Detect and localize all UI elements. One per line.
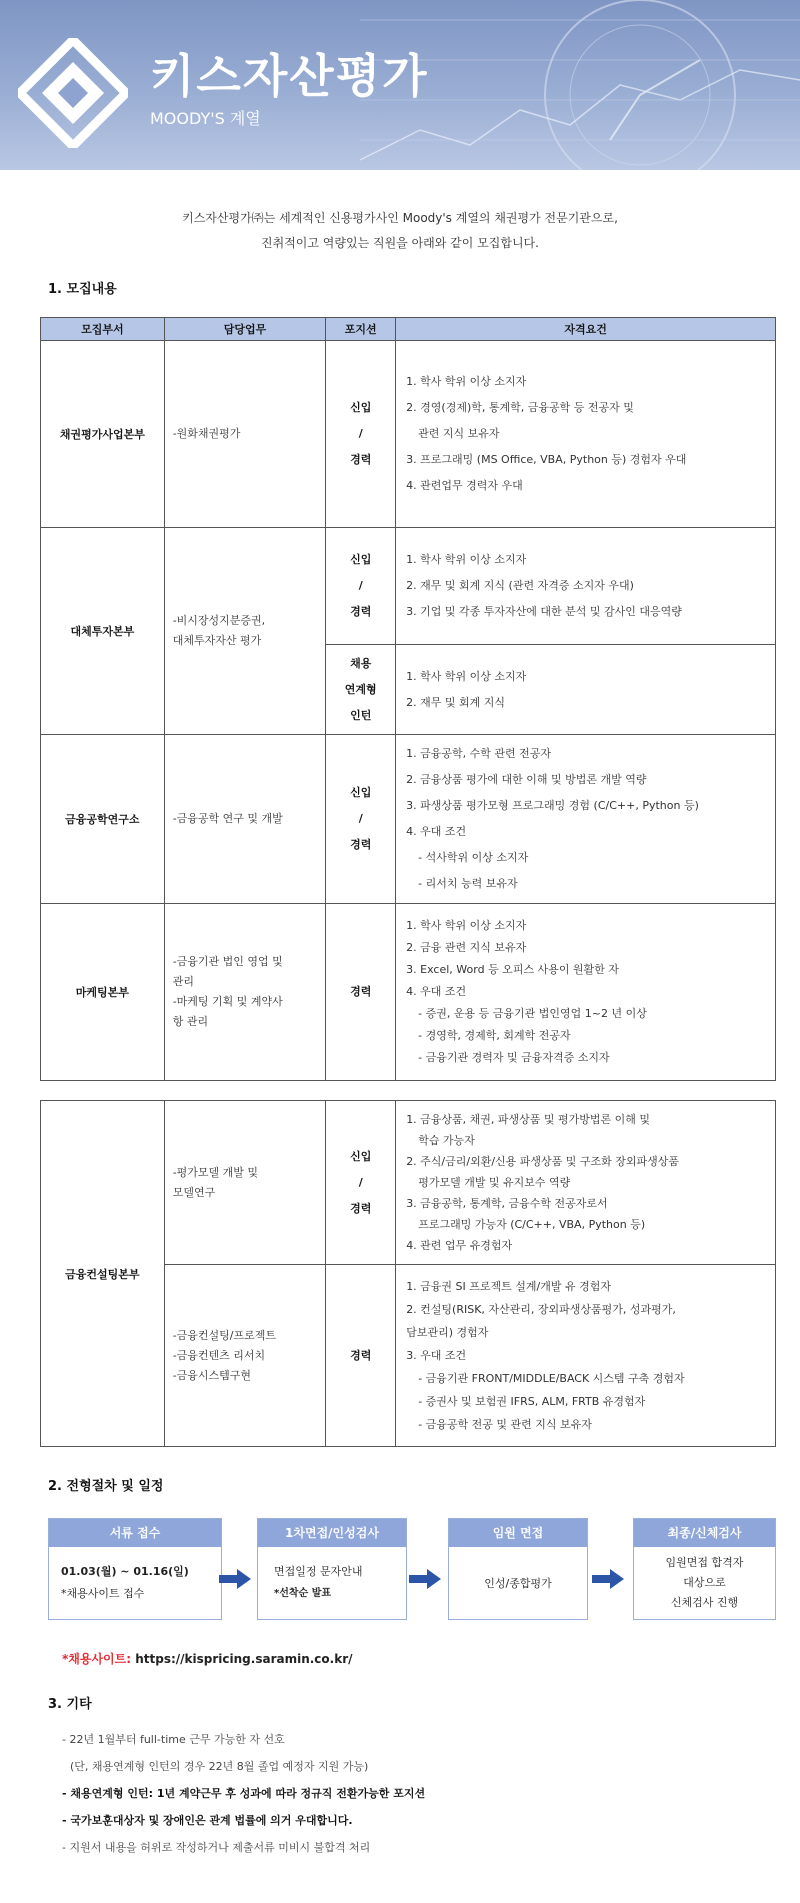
duty-line: -금융기관 법인 영업 및 <box>172 955 283 968</box>
requirement-line: - 금융기관 FRONT/MIDDLE/BACK 시스템 구축 경험자 <box>418 1372 685 1385</box>
recruitment-table <box>40 317 776 1081</box>
table-header-row <box>41 318 776 341</box>
duty-line: -금융컨설팅/프로젝트 <box>172 1328 277 1342</box>
dept-duty: -원화채권평가 <box>164 341 326 528</box>
requirement-line: 1. 금융상품, 채권, 파생상품 및 평가방법론 이해 및 <box>406 1113 651 1126</box>
requirements <box>396 341 776 528</box>
requirements <box>396 528 776 645</box>
step-line: 01.03(월) ~ 01.16(일) <box>61 1565 189 1578</box>
step-body <box>634 1547 775 1619</box>
requirement-line: 2. 금융상품 평가에 대한 이해 및 방법론 개발 역량 <box>406 773 647 786</box>
section-title-etc: 3. 기타 <box>48 1697 92 1712</box>
dept-duty <box>164 1265 326 1447</box>
table-row <box>41 735 776 904</box>
arrow-right-icon <box>215 1568 255 1590</box>
dept-duty <box>164 904 326 1081</box>
position-line: / <box>358 812 363 825</box>
position-line: 인턴 <box>350 708 372 722</box>
requirement-line: 학습 가능자 <box>418 1134 475 1147</box>
position-type <box>326 735 396 904</box>
step-line: 대상으로 <box>683 1576 726 1589</box>
position-line: / <box>358 427 363 440</box>
duty-line: -비시장성지분증권, <box>172 614 266 627</box>
position-line: 경력 <box>350 1201 372 1215</box>
requirement-line: 3. 우대 조건 <box>406 1349 467 1362</box>
requirement-line: - 금융공학 전공 및 관련 지식 보유자 <box>418 1418 592 1431</box>
step-line: *채용사이트 접수 <box>61 1587 145 1600</box>
requirement-line: 3. 금융공학, 통계학, 금융수학 전공자로서 <box>406 1197 608 1210</box>
duty-line: 관리 <box>172 975 194 988</box>
requirement-line: 3. Excel, Word 등 오피스 사용이 원활한 자 <box>406 963 619 976</box>
brand-affiliation: MOODY'S 계열 <box>150 109 261 128</box>
dept-duty <box>164 1101 326 1265</box>
requirement-line: 2. 주식/금리/외환/신용 파생상품 및 구조화 장외파생상품 <box>406 1155 680 1168</box>
duty-line: -금융컨텐츠 리서치 <box>172 1348 266 1362</box>
position-type <box>326 645 396 735</box>
process-step-first-interview <box>257 1518 407 1620</box>
requirements <box>396 1101 776 1265</box>
intro-line-2: 진취적이고 역량있는 직원을 아래와 같이 모집합니다. <box>261 236 539 250</box>
duty-line: 항 관리 <box>172 1015 209 1028</box>
requirement-line: 2. 경영(경제)학, 통계학, 금융공학 등 전공자 및 <box>406 401 634 414</box>
recruit-site-link[interactable]: https://kispricing.saramin.co.kr/ <box>135 1652 353 1666</box>
requirement-line: 관련 지식 보유자 <box>418 427 500 440</box>
table-row <box>41 341 776 528</box>
requirement-line: 1. 학사 학위 이상 소지자 <box>406 919 527 932</box>
process-step-final-check <box>633 1518 776 1620</box>
position-line: 신입 <box>350 1149 372 1163</box>
position-line: 채용 <box>350 656 372 670</box>
requirement-line: 2. 재무 및 회계 지식 (관련 자격증 소지자 우대) <box>406 579 634 592</box>
etc-notes <box>62 1726 425 1861</box>
column-header: 자격요건 <box>396 318 776 341</box>
process-step-executive-interview <box>448 1518 588 1620</box>
position-type <box>326 341 396 528</box>
step-line: 신체검사 진행 <box>670 1596 739 1609</box>
requirement-line: 4. 관련업무 경력자 우대 <box>406 479 523 492</box>
duty-line: -금융시스템구현 <box>172 1368 252 1382</box>
column-header: 담당업무 <box>164 318 326 341</box>
requirement-line: 4. 우대 조건 <box>406 825 467 838</box>
note-line: (단, 채용연계형 인턴의 경우 22년 8월 졸업 예정자 지원 가능) <box>70 1760 369 1773</box>
brand-name-korean: 키스자산평가 <box>150 49 429 103</box>
position-line: 신입 <box>350 786 372 799</box>
requirement-line: - 경영학, 경제학, 회계학 전공자 <box>418 1029 571 1042</box>
arrow-right-icon <box>588 1568 628 1590</box>
requirements <box>396 904 776 1081</box>
requirement-line: - 금융기관 경력자 및 금융자격증 소지자 <box>418 1051 610 1064</box>
dept-duty <box>164 528 326 735</box>
duty-line: 대체투자자산 평가 <box>172 634 262 647</box>
dept-name: 채권평가사업본부 <box>41 341 165 528</box>
requirement-line: 3. 파생상품 평가모형 프로그래밍 경험 (C/C++, Python 등) <box>406 799 699 812</box>
process-step-document <box>48 1518 222 1620</box>
position-line: / <box>358 1175 363 1189</box>
recruitment-table-continued <box>40 1100 776 1447</box>
step-body <box>258 1547 406 1619</box>
dept-name: 마케팅본부 <box>41 904 165 1081</box>
column-header: 모집부서 <box>41 318 165 341</box>
table-row <box>41 528 776 645</box>
recruit-site-label: *채용사이트: <box>62 1652 132 1666</box>
step-title: 1차면접/인성검사 <box>258 1519 406 1547</box>
step-body <box>449 1547 587 1619</box>
header-banner <box>0 0 800 170</box>
table-row <box>41 1101 776 1265</box>
requirement-line: 1. 학사 학위 이상 소지자 <box>406 669 527 683</box>
requirement-line: - 증권, 운용 등 금융기관 법인영업 1~2 년 이상 <box>418 1007 647 1020</box>
position-line: 연계형 <box>344 682 377 696</box>
requirement-line: - 증권사 및 보험권 IFRS, ALM, FRTB 유경험자 <box>418 1395 646 1408</box>
arrow-right-icon <box>405 1568 445 1590</box>
requirement-line: 3. 기업 및 각종 투자자산에 대한 분석 및 감사인 대응역량 <box>406 605 682 618</box>
requirements <box>396 735 776 904</box>
position-type: 경력 <box>326 904 396 1081</box>
note-line: - 채용연계형 인턴: 1년 계약근무 후 성과에 따라 정규직 전환가능한 포지션 <box>62 1787 426 1800</box>
step-line: 면접일정 문자안내 <box>274 1565 363 1578</box>
section-title-recruitment: 1. 모집내용 <box>48 282 117 297</box>
requirement-line: 담보관리) 경험자 <box>406 1326 489 1339</box>
requirement-line: 2. 금융 관련 지식 보유자 <box>406 941 527 954</box>
position-line: / <box>358 579 363 592</box>
requirement-line: 1. 금융권 SI 프로젝트 설계/개발 유 경험자 <box>406 1280 611 1293</box>
requirement-line: 4. 관련 업무 유경험자 <box>406 1239 513 1252</box>
position-line: 신입 <box>350 553 372 566</box>
requirement-line: 1. 학사 학위 이상 소지자 <box>406 375 527 388</box>
requirement-line: - 석사학위 이상 소지자 <box>418 851 529 864</box>
dept-name: 금융컨설팅본부 <box>41 1101 165 1447</box>
requirement-line: 1. 학사 학위 이상 소지자 <box>406 553 527 566</box>
position-type: 경력 <box>326 1265 396 1447</box>
position-type <box>326 528 396 645</box>
intro-text <box>0 206 800 256</box>
dept-name: 금융공학연구소 <box>41 735 165 904</box>
note-line: - 22년 1월부터 full-time 근무 가능한 자 선호 <box>62 1733 285 1746</box>
note-line: - 지원서 내용을 허위로 작성하거나 제출서류 미비시 불합격 처리 <box>62 1841 371 1854</box>
position-line: 경력 <box>350 453 372 466</box>
requirement-line: 4. 우대 조건 <box>406 985 467 998</box>
duty-line: 모델연구 <box>172 1185 216 1199</box>
duty-line: -평가모델 개발 및 <box>172 1165 259 1179</box>
note-line: - 국가보훈대상자 및 장애인은 관계 법률에 의거 우대합니다. <box>62 1814 353 1827</box>
requirement-line: 2. 컨설팅(RISK, 자산관리, 장외파생상품평가, 성과평가, <box>406 1303 676 1316</box>
step-line: 임원면접 합격자 <box>665 1556 744 1569</box>
requirement-line: 평가모델 개발 및 유지보수 역량 <box>418 1176 571 1189</box>
step-title: 임원 면접 <box>449 1519 587 1547</box>
requirement-line: 2. 재무 및 회계 지식 <box>406 695 506 709</box>
recruit-site-info <box>62 1650 353 1667</box>
step-line: *선착순 발표 <box>274 1588 332 1599</box>
position-line: 경력 <box>350 838 372 851</box>
dept-duty: -금융공학 연구 및 개발 <box>164 735 326 904</box>
step-title: 최종/신체검사 <box>634 1519 775 1547</box>
requirements <box>396 645 776 735</box>
requirements <box>396 1265 776 1447</box>
column-header: 포지션 <box>326 318 396 341</box>
requirement-line: 프로그래밍 가능자 (C/C++, VBA, Python 등) <box>418 1218 646 1231</box>
duty-line: -마케팅 기획 및 계약사 <box>172 995 283 1008</box>
company-logo-icon <box>18 38 128 148</box>
requirement-line: 1. 금융공학, 수학 관련 전공자 <box>406 747 552 760</box>
section-title-process: 2. 전형절차 및 일정 <box>48 1479 164 1494</box>
step-title: 서류 접수 <box>49 1519 221 1547</box>
step-body <box>49 1547 221 1619</box>
intro-line-1: 키스자산평가㈜는 세계적인 신용평가사인 Moody's 계열의 채권평가 전문기관으로, <box>182 211 618 225</box>
table-row <box>41 904 776 1081</box>
position-line: 경력 <box>350 605 372 618</box>
step-line: 인성/종합평가 <box>484 1577 552 1590</box>
position-type <box>326 1101 396 1265</box>
position-line: 신입 <box>350 401 372 414</box>
requirement-line: 3. 프로그래밍 (MS Office, VBA, Python 등) 경험자 우대 <box>406 453 687 466</box>
requirement-line: - 리서치 능력 보유자 <box>418 877 518 890</box>
dept-name: 대체투자본부 <box>41 528 165 735</box>
